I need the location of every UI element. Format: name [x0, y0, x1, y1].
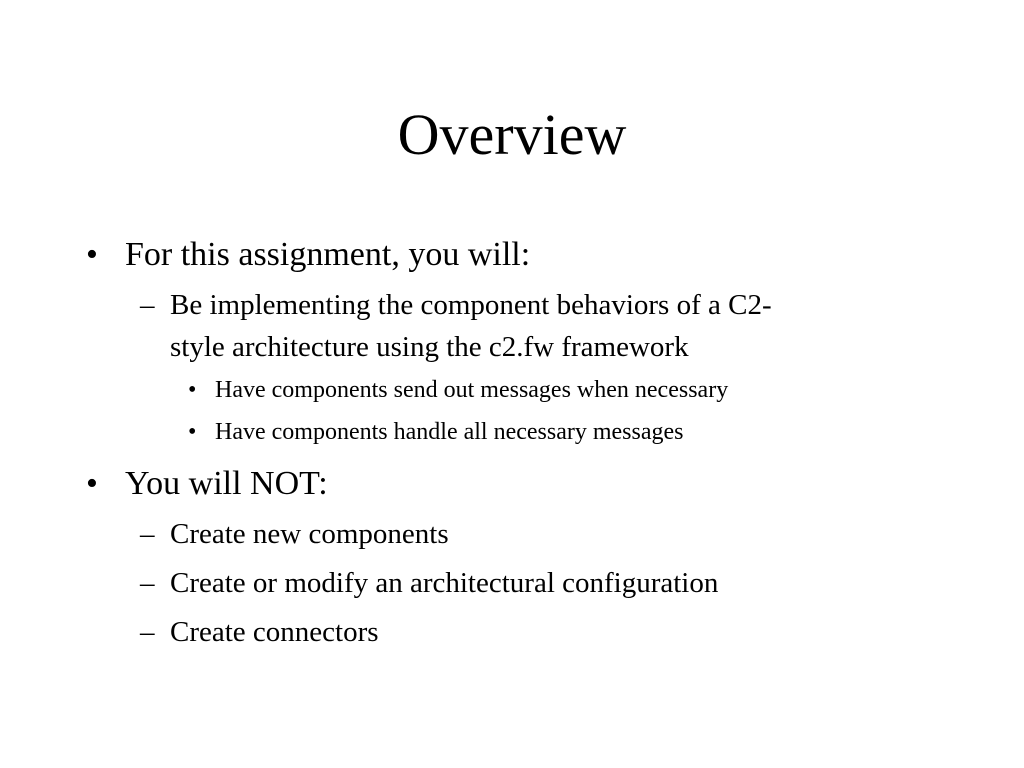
- bullet-dot-icon: •: [86, 236, 98, 273]
- bullet-for-this-assignment: For this assignment, you will:: [125, 236, 531, 273]
- bullet-dot-icon: •: [188, 419, 197, 445]
- bullet-you-will-not: You will NOT:: [125, 465, 328, 502]
- dash-icon: –: [140, 616, 155, 648]
- slide-title: Overview: [397, 102, 627, 167]
- bullet-dot-icon: •: [86, 465, 98, 502]
- dash-icon: –: [140, 567, 155, 599]
- sub-bullet-implementing-line1: Be implementing the component behaviors of a C2-: [170, 289, 772, 321]
- dash-icon: –: [140, 518, 155, 550]
- sub-bullet-handle-messages: Have components handle all necessary messages: [215, 419, 684, 445]
- sub-bullet-implementing-line2: style architecture using the c2.fw framework: [170, 331, 689, 363]
- sub-bullet-create-components: Create new components: [170, 518, 449, 550]
- sub-sub-bullet-send-messages: Have components send out messages when necessary: [215, 377, 729, 403]
- sub-bullet-create-configuration: Create or modify an architectural configuration: [170, 567, 719, 599]
- bullet-dot-icon: •: [188, 377, 197, 403]
- sub-bullet-create-connectors: Create connectors: [170, 616, 379, 648]
- dash-icon: –: [140, 289, 155, 321]
